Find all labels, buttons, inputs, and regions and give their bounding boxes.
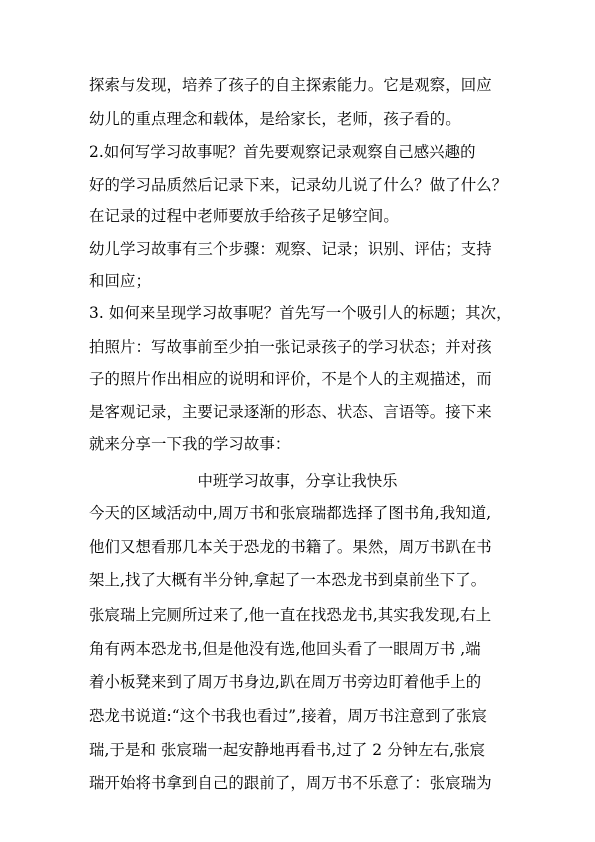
paragraph-line: 拍照片：写故事前至少拍一张记录孩子的学习状态；并对孩: [89, 338, 492, 356]
paragraph-line: 2.如何写学习故事呢？首先要观察记录观察自己感兴趣的: [89, 143, 476, 161]
paragraph-line: 就来分享一下我的学习故事：: [89, 435, 291, 453]
story-line: 瑞,于是和 张宸瑞一起安静地再看书,过了 2 分钟左右,张宸: [89, 741, 486, 759]
paragraph-line: 在记录的过程中老师要放手给孩子足够空间。: [89, 207, 399, 225]
story-line: 他们又想看那几本关于恐龙的书籍了。果然，周万书趴在书: [89, 538, 492, 556]
story-line: 今天的区域活动中,周万书和张宸瑞都选择了图书角,我知道,: [89, 504, 492, 522]
story-line: 恐龙书说道:“这个书我也看过”,接着，周万书注意到了张宸: [89, 707, 487, 725]
paragraph-line: 幼儿学习故事有三个步骤：观察、记录；识别、评估；支持: [89, 240, 492, 258]
story-title: 中班学习故事，分享让我快乐: [197, 472, 398, 490]
paragraph-line: 3. 如何来呈现学习故事呢？首先写一个吸引人的标题；其次，: [89, 304, 512, 322]
story-line: 架上,找了大概有半分钟,拿起了一本恐龙书到桌前坐下了。: [89, 571, 487, 589]
story-line: 角有两本恐龙书,但是他没有选,他回头看了一眼周万书 ,端: [89, 640, 481, 658]
paragraph-line: 探索与发现，培养了孩子的自主探索能力。它是观察，回应: [89, 76, 492, 94]
paragraph-line: 和回应；: [89, 272, 151, 290]
paragraph-line: 好的学习品质然后记录下来，记录幼儿说了什么？做了什么？: [89, 176, 508, 194]
story-line: 瑞开始将书拿到自己的跟前了，周万书不乐意了：张宸瑞为: [89, 774, 492, 792]
paragraph-line: 是客观记录，主要记录逐渐的形态、状态、言语等。接下来: [89, 403, 492, 421]
story-line: 着小板凳来到了周万书身边,趴在周万书旁边盯着他手上的: [89, 673, 482, 691]
paragraph-line: 子的照片作出相应的说明和评价，不是个人的主观描述，而: [89, 370, 492, 388]
story-line: 张宸瑞上完厕所过来了,他一直在找恐龙书,其实我发现,右上: [89, 606, 492, 624]
paragraph-line: 幼儿的重点理念和载体，是给家长，老师，孩子看的。: [89, 110, 461, 128]
